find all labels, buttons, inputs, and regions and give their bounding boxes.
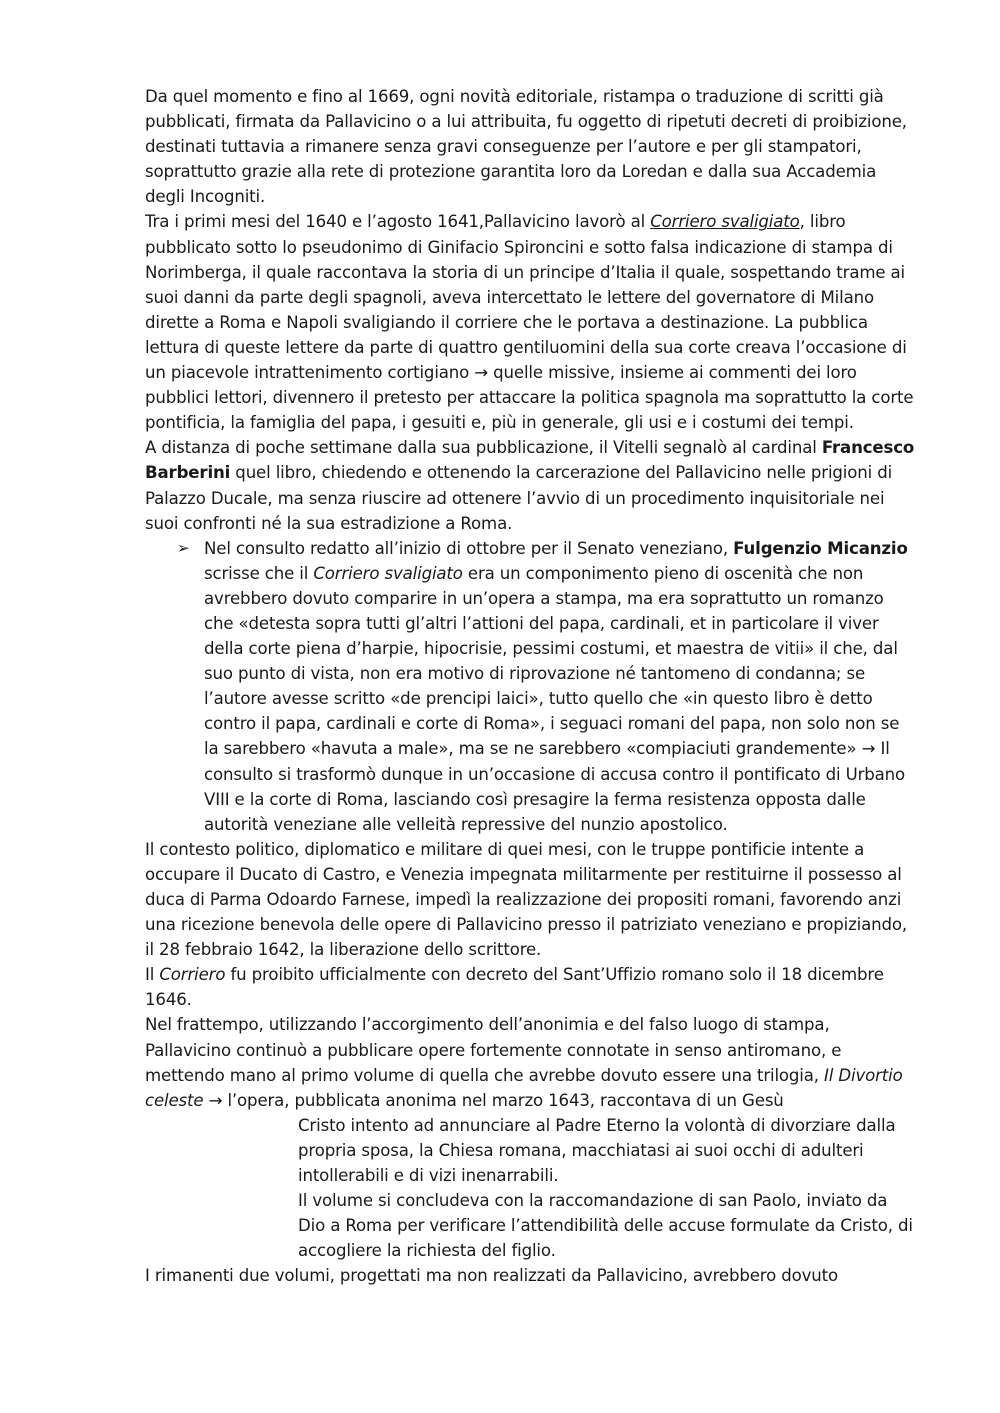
paragraph-text: Nel consulto redatto all’inizio di ottobre per il Senato veneziano, — [204, 538, 734, 558]
paragraph-text: → l’opera, pubblicata anonima nel marzo 1643, raccontava di un Gesù — [203, 1090, 784, 1110]
paragraph-text: fu proibito ufficialmente con decreto del Sant’Uffizio romano solo il 18 dicembre 1646. — [145, 965, 884, 1010]
paragraph-text: , libro pubblicato sotto lo pseudonimo di Ginifacio Spironcini e sotto falsa indicazione di stampa di Norimberga, il quale raccontava la storia di un principe d’Italia il quale, sospettando trame ai suoi danni da parte degli spagnoli, aveva intercettato le lettere del governatore di Milano dirette a Roma e Napoli svaligiando il corriere che le portava a destinazione. La pubblica lettura di queste lettere da parte di quattro gentiluomini della sua corte creava l’occasione di un piacevole intrattenimento cortigiano → quelle missive, insieme ai commenti dei loro pubblici lettori, divennero il pretesto per attaccare la politica spagnola ma soprattutto la corte pontificia, la famiglia del papa, i gesuiti e, più in generale, gli usi e i costumi dei tempi. — [145, 212, 914, 433]
arrow-bullet-icon: ➢ — [177, 538, 190, 557]
indented-paragraph-san-paolo — [145, 1188, 916, 1263]
paragraph-text: I rimanenti due volumi, progettati ma non realizzati da Pallavicino, avrebbero dovuto — [145, 1266, 839, 1286]
book-title-underlined: Corriero svaligiato — [650, 212, 800, 232]
paragraph-proibizione — [145, 962, 916, 1012]
paragraph-text: scrisse che il — [204, 563, 314, 583]
paragraph-text: A distanza di poche settimane dalla sua pubblicazione, il Vitelli segnalò al cardinal — [145, 438, 822, 458]
paragraph-text: Il volume si concludeva con la raccomandazione di san Paolo, inviato da Dio a Roma per verificare l’attendibilità delle accuse formulate da Cristo, di accogliere la richiesta del figlio. — [298, 1191, 913, 1261]
paragraph-text: Il — [145, 965, 160, 985]
paragraph-text: Il contesto politico, diplomatico e militare di quei mesi, con le truppe pontificie intente a occupare il Ducato di Castro, e Venezia impegnata militarmente per restituirne il possesso al duca di Parma Odoardo Farnese, impedì la realizzazione dei propositi romani, favorendo anzi una ricezione benevola delle opere di Pallavicino presso il patriziato veneziano e propiziando, il 28 febbraio 1642, la liberazione dello scrittore. — [145, 839, 907, 960]
paragraph-barberini — [145, 435, 916, 535]
book-title: Corriero svaligiato — [313, 563, 463, 583]
person-name: Fulgenzio Micanzio — [733, 538, 908, 558]
paragraph-incogniti — [145, 84, 916, 209]
bullet-item-micanzio — [145, 536, 916, 837]
paragraph-contesto — [145, 837, 916, 962]
paragraph-text: Da quel momento e fino al 1669, ogni novità editoriale, ristampa o traduzione di scritti già pubblicati, firmata da Pallavicino o a lui attribuita, fu oggetto di ripetuti decreti di proibizione, destinati tuttavia a rimanere senza gravi conseguenze per l’autore e per gli stampatori, soprattutto grazie alla rete di protezione garantita loro da Loredan e dalla sua Accademia degli Incogniti. — [145, 87, 907, 207]
paragraph-text: quel libro, chiedendo e ottenendo la carcerazione del Pallavicino nelle prigioni di Palazzo Ducale, ma senza riuscire ad ottenere l’avvio di un procedimento inquisitoriale nei suoi confronti né la sua estradizione a Roma. — [145, 463, 893, 533]
paragraph-text: Tra i primi mesi del 1640 e l’agosto 1641,Pallavicino lavorò al — [145, 212, 651, 232]
paragraph-text: Cristo intento ad annunciare al Padre Eterno la volontà di divorziare dalla propria sposa, la Chiesa romana, macchiatasi ai suoi occhi di adulteri intollerabili e di vizi inenarrabili. — [298, 1115, 896, 1186]
paragraph-rimanenti — [145, 1263, 916, 1288]
paragraph-corriero — [145, 209, 916, 435]
paragraph-text: Nel frattempo, utilizzando l’accorgimento dell’anonimia e del falso luogo di stampa, Pallavicino continuò a pubblicare opere fortemente connotate in senso antiromano, e mettendo mano al primo volume di quella che avrebbe dovuto essere una trilogia, — [145, 1015, 842, 1085]
book-title: Il Divortio celeste — [145, 1065, 903, 1110]
person-name: Francesco Barberini — [145, 438, 915, 483]
book-title: Corriero — [159, 965, 226, 985]
paragraph-divortio — [145, 1012, 916, 1112]
paragraph-text: era un componimento pieno di oscenità che non avrebbero dovuto comparire in un’opera a stampa, ma era soprattutto un romanzo che «detesta sopra tutti gl’altri l’attioni del papa, cardinali, et in particolare il viver della corte piena d’harpie, hipocrisie, pessimi costumi, et maestra de vitii» il che, dal suo punto di vista, non era motivo di riprovazione né tantomeno di condanna; se l’autore avesse scritto «de prencipi laici», tutto quello che «in questo libro è detto contro il papa, cardinali e corte di Roma», i seguaci romani del papa, non solo non se la sarebbero «havuta a male», ma se ne sarebbero «compiaciuti grandemente» → Il consulto si trasformò dunque in un’occasione di accusa contro il pontificato di Urbano VIII e la corte di Roma, lasciando così presagire la ferma resistenza opposta dalle autorità veneziane alle velleità repressive del nunzio apostolico. — [204, 563, 906, 834]
indented-paragraph-cristo — [145, 1113, 916, 1188]
book-title — [650, 212, 799, 231]
